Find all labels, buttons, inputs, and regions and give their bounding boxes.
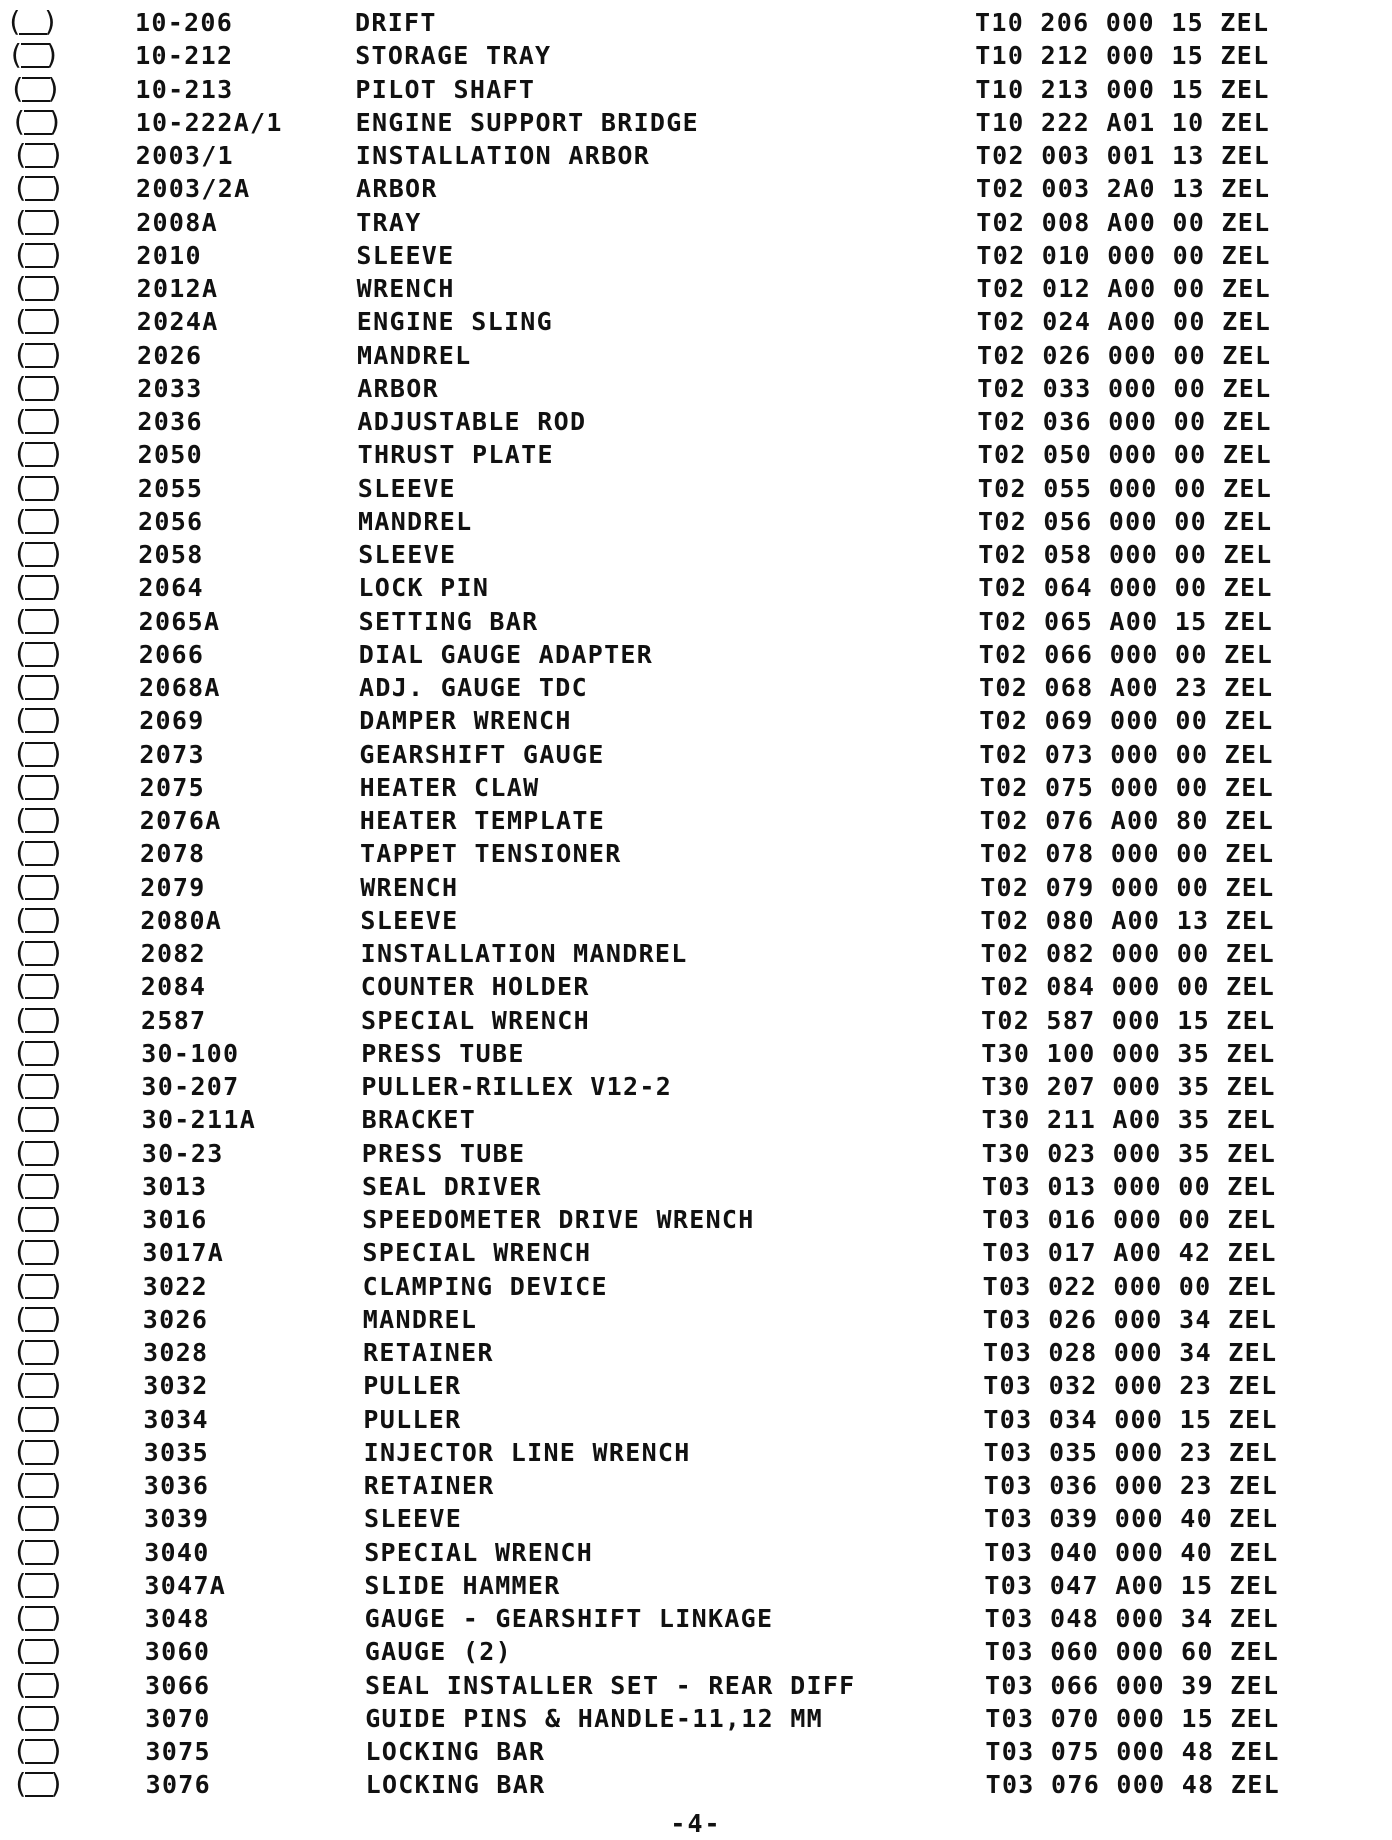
- tool-number: 2075: [139, 772, 205, 802]
- tool-description: STORAGE TRAY: [355, 41, 552, 71]
- tool-description: MANDREL: [362, 1304, 478, 1334]
- tool-number: 3034: [143, 1404, 209, 1434]
- tool-number: 2036: [137, 407, 203, 436]
- tool-row: [0, 1768, 1392, 1801]
- tool-number: 3039: [144, 1504, 210, 1534]
- tool-description: ENGINE SLING: [356, 307, 554, 337]
- tool-code: T02 003 001 13 ZEL: [975, 141, 1271, 170]
- tool-row: [0, 1536, 1392, 1569]
- checkbox-blank[interactable]: ( ): [12, 437, 66, 471]
- tool-number: 10-206: [135, 8, 234, 37]
- tool-number: 3066: [145, 1670, 211, 1700]
- tool-code: T02 073 000 00 ZEL: [979, 739, 1274, 769]
- tool-number: 2065A: [138, 606, 221, 636]
- tool-description: SPECIAL WRENCH: [364, 1537, 594, 1567]
- tool-row: [0, 272, 1392, 305]
- tool-code: T30 023 000 35 ZEL: [981, 1138, 1277, 1168]
- tool-number: 2078: [140, 839, 206, 869]
- tool-row: [0, 438, 1392, 471]
- tool-row: [0, 771, 1392, 804]
- tool-number: 2068A: [139, 673, 221, 702]
- checkbox-blank[interactable]: ( ): [12, 603, 66, 637]
- tool-number: 2080A: [140, 905, 223, 935]
- tool-code: T03 075 000 48 ZEL: [985, 1737, 1280, 1766]
- tool-number: 2026: [137, 340, 203, 370]
- tool-description: GUIDE PINS & HANDLE-11,12 MM: [365, 1703, 824, 1733]
- tool-description: ARBOR: [357, 373, 439, 403]
- checkbox-blank[interactable]: ( ): [12, 1035, 66, 1069]
- checkbox-blank[interactable]: ( ): [12, 1501, 66, 1535]
- checkbox-blank[interactable]: ( ): [12, 636, 66, 670]
- tool-code: T03 032 000 23 ZEL: [983, 1371, 1278, 1401]
- tool-description: INSTALLATION ARBOR: [355, 141, 651, 170]
- tool-number: 3013: [142, 1171, 208, 1201]
- tool-row: [0, 1170, 1392, 1203]
- tool-code: T02 075 000 00 ZEL: [979, 772, 1274, 802]
- checkbox-blank[interactable]: ( ): [12, 803, 66, 836]
- tool-description: ARBOR: [356, 174, 438, 204]
- tool-number: 3076: [145, 1770, 211, 1800]
- checkbox-blank[interactable]: ( ): [12, 1601, 66, 1634]
- tool-description: SLEEVE: [358, 540, 457, 569]
- tool-code: T03 070 000 15 ZEL: [985, 1703, 1280, 1733]
- tool-code: T02 076 A00 80 ZEL: [979, 806, 1275, 835]
- checkbox-blank[interactable]: ( ): [12, 1235, 66, 1269]
- checkbox-blank[interactable]: ( ): [12, 1268, 66, 1302]
- checkbox-blank[interactable]: ( ): [12, 1135, 66, 1169]
- tool-row: [0, 970, 1392, 1003]
- checkbox-blank[interactable]: ( ): [12, 537, 66, 570]
- tool-number: 3016: [142, 1205, 208, 1234]
- tool-description: SPECIAL WRENCH: [362, 1238, 592, 1268]
- tool-row: [0, 871, 1392, 904]
- tool-code: T02 587 000 15 ZEL: [981, 1005, 1276, 1035]
- tool-row: [0, 1735, 1392, 1768]
- tool-description: GEARSHIFT GAUGE: [359, 739, 605, 769]
- checkbox-blank[interactable]: ( ): [12, 1102, 66, 1136]
- tool-row: [0, 106, 1392, 139]
- tool-code: T03 035 000 23 ZEL: [983, 1437, 1278, 1467]
- checkbox-blank[interactable]: ( ): [12, 1202, 66, 1235]
- tool-number: 3022: [142, 1271, 208, 1301]
- tool-number: 3060: [144, 1637, 211, 1667]
- page-number: -4-: [670, 1809, 722, 1838]
- checkbox-blank[interactable]: ( ): [12, 570, 66, 604]
- checkbox-blank[interactable]: ( ): [12, 969, 66, 1003]
- tool-code: T02 082 000 00 ZEL: [980, 939, 1275, 968]
- checkbox-blank[interactable]: ( ): [12, 836, 66, 870]
- tool-description: ADJUSTABLE ROD: [357, 407, 587, 436]
- tool-number: 2069: [139, 706, 205, 736]
- tool-description: SLEEVE: [356, 240, 455, 270]
- tool-number: 2010: [136, 240, 202, 270]
- tool-code: T03 039 000 40 ZEL: [984, 1504, 1279, 1534]
- tool-description: SLEEVE: [364, 1504, 463, 1534]
- tool-code: T30 211 A00 35 ZEL: [981, 1105, 1276, 1135]
- tool-code: T02 058 000 00 ZEL: [978, 540, 1273, 569]
- checkbox-blank[interactable]: ( ): [12, 1368, 66, 1402]
- tool-number: 2084: [140, 972, 207, 1002]
- tool-number: 2076A: [139, 806, 222, 835]
- tool-code: T03 022 000 00 ZEL: [982, 1271, 1277, 1301]
- tool-code: T03 016 000 00 ZEL: [982, 1205, 1277, 1234]
- tool-description: PULLER: [363, 1371, 462, 1401]
- tool-description: COUNTER HOLDER: [360, 972, 590, 1002]
- tool-code: T03 017 A00 42 ZEL: [982, 1238, 1277, 1268]
- tool-code: T02 080 A00 13 ZEL: [980, 905, 1275, 935]
- tool-number: 2079: [140, 872, 206, 902]
- checkbox-blank[interactable]: ( ): [12, 1335, 66, 1368]
- tool-number: 2064: [138, 573, 204, 603]
- tool-description: RETAINER: [363, 1471, 495, 1500]
- tool-row: [0, 372, 1392, 405]
- tool-row: [0, 1502, 1392, 1535]
- tool-row: [0, 605, 1392, 638]
- checkbox-blank[interactable]: ( ): [12, 1069, 66, 1102]
- tool-number: 2056: [138, 506, 204, 536]
- tool-description: TRAY: [356, 207, 422, 237]
- tool-number: 2012A: [136, 274, 219, 303]
- checkbox-blank[interactable]: ( ): [12, 1301, 66, 1335]
- tool-number: 30-23: [141, 1138, 224, 1168]
- tool-number: 2008A: [136, 207, 218, 237]
- tool-code: T10 222 A01 10 ZEL: [975, 107, 1270, 137]
- tool-number: 2082: [140, 939, 206, 968]
- tool-row: [0, 1602, 1392, 1635]
- tool-number: 30-100: [141, 1038, 240, 1068]
- tool-number: 2050: [137, 440, 203, 470]
- checkbox-blank[interactable]: ( ): [12, 271, 66, 304]
- tool-code: T03 060 000 60 ZEL: [984, 1637, 1280, 1667]
- tool-description: SEAL INSTALLER SET - REAR DIFF: [365, 1670, 856, 1700]
- tool-row: [0, 6, 1392, 39]
- tool-description: PILOT SHAFT: [355, 74, 536, 104]
- tool-code: T02 055 000 00 ZEL: [977, 473, 1273, 503]
- tool-row: [0, 1270, 1392, 1303]
- tool-description: GAUGE - GEARSHIFT LINKAGE: [364, 1604, 774, 1633]
- tool-code: T02 079 000 00 ZEL: [980, 872, 1275, 902]
- tool-number: 3070: [145, 1703, 211, 1733]
- tool-row: [0, 305, 1392, 338]
- tool-code: T10 213 000 15 ZEL: [975, 74, 1270, 104]
- tool-code: T02 003 2A0 13 ZEL: [976, 174, 1271, 204]
- tool-number: 30-211A: [141, 1105, 257, 1135]
- tool-description: SLIDE HAMMER: [364, 1570, 561, 1600]
- checkbox-blank[interactable]: ( ): [12, 470, 66, 504]
- tool-code: T02 064 000 00 ZEL: [978, 573, 1273, 603]
- checkbox-blank[interactable]: ( ): [12, 1534, 66, 1568]
- tool-row: [0, 505, 1392, 538]
- tool-code: T03 028 000 34 ZEL: [983, 1338, 1278, 1367]
- tool-code: T10 212 000 15 ZEL: [975, 41, 1270, 71]
- tool-row: [0, 405, 1392, 438]
- tool-row: [0, 239, 1392, 272]
- tool-description: LOCK PIN: [358, 573, 490, 603]
- tool-code: T02 008 A00 00 ZEL: [976, 207, 1271, 237]
- tool-code: T30 207 000 35 ZEL: [981, 1072, 1276, 1101]
- tool-number: 2003/2A: [136, 174, 251, 204]
- tool-row: [0, 837, 1392, 870]
- tool-row: [0, 538, 1392, 571]
- tool-code: T03 048 000 34 ZEL: [984, 1604, 1279, 1633]
- tool-description: DRIFT: [355, 8, 437, 37]
- tool-row: [0, 1070, 1392, 1103]
- tool-description: RETAINER: [363, 1338, 494, 1367]
- checkbox-blank[interactable]: ( ): [12, 1567, 66, 1601]
- tool-row: [0, 1303, 1392, 1336]
- tool-code: T02 033 000 00 ZEL: [977, 373, 1272, 403]
- tool-description: DAMPER WRENCH: [359, 706, 572, 736]
- tool-number: 3026: [142, 1304, 209, 1334]
- tool-number: 10-213: [135, 74, 234, 104]
- tool-code: T02 069 000 00 ZEL: [979, 706, 1274, 736]
- tool-number: 3028: [143, 1338, 209, 1367]
- checkbox-blank[interactable]: ( ): [12, 237, 66, 271]
- tool-number: 2024A: [136, 307, 219, 337]
- tool-row: [0, 1203, 1392, 1236]
- checkbox-blank[interactable]: ( ): [12, 370, 66, 404]
- tool-number: 2066: [138, 639, 205, 669]
- tool-row: [0, 1702, 1392, 1735]
- tool-row: [0, 638, 1392, 671]
- tool-number: 3032: [143, 1371, 209, 1401]
- tool-code: T03 013 000 00 ZEL: [982, 1171, 1277, 1201]
- tool-number: 3036: [143, 1471, 210, 1500]
- checkbox-blank[interactable]: ( ): [12, 138, 66, 171]
- checkbox-blank[interactable]: ( ): [12, 1700, 66, 1734]
- checkbox-blank[interactable]: ( ): [6, 5, 60, 38]
- tool-code: T02 010 000 00 ZEL: [976, 240, 1271, 270]
- tool-description: GAUGE (2): [364, 1637, 512, 1667]
- tool-number: 3017A: [142, 1238, 225, 1268]
- tool-description: PULLER: [363, 1404, 462, 1434]
- tool-row: [0, 704, 1392, 737]
- tool-row: [0, 904, 1392, 937]
- tool-description: PULLER-RILLEX V12-2: [361, 1072, 673, 1101]
- tool-row: [0, 1037, 1392, 1070]
- checkbox-blank[interactable]: ( ): [12, 670, 66, 703]
- tool-row: [0, 738, 1392, 771]
- tool-code: T03 036 000 23 ZEL: [983, 1471, 1279, 1500]
- tool-description: WRENCH: [360, 872, 459, 902]
- checkbox-blank[interactable]: ( ): [12, 1434, 66, 1468]
- tool-row: [0, 1569, 1392, 1602]
- tool-description: INJECTOR LINE WRENCH: [363, 1437, 691, 1467]
- tool-description: INSTALLATION MANDREL: [360, 939, 688, 968]
- checkbox-blank[interactable]: ( ): [12, 1734, 66, 1767]
- tool-description: SPECIAL WRENCH: [361, 1005, 590, 1035]
- tool-row: [0, 1369, 1392, 1402]
- checkbox-blank[interactable]: ( ): [12, 1667, 66, 1701]
- tool-code: T02 066 000 00 ZEL: [978, 639, 1274, 669]
- tool-row: [0, 937, 1392, 970]
- checkbox-blank[interactable]: ( ): [12, 171, 66, 205]
- tool-row: [0, 339, 1392, 372]
- tool-code: T03 026 000 34 ZEL: [982, 1304, 1278, 1334]
- tool-code: T02 078 000 00 ZEL: [980, 839, 1275, 869]
- tool-description: TAPPET TENSIONER: [360, 839, 622, 869]
- tool-code: T02 026 000 00 ZEL: [977, 340, 1272, 370]
- tool-description: HEATER CLAW: [359, 772, 540, 802]
- tool-description: LOCKING BAR: [365, 1770, 546, 1800]
- tool-number: 2033: [137, 373, 203, 403]
- tool-number: 3048: [144, 1604, 210, 1633]
- tool-description: LOCKING BAR: [365, 1737, 546, 1766]
- tool-number: 3035: [143, 1437, 209, 1467]
- tool-description: SPEEDOMETER DRIVE WRENCH: [362, 1205, 755, 1234]
- tool-number: 3075: [145, 1737, 211, 1766]
- checkbox-blank[interactable]: ( ): [12, 769, 66, 803]
- tool-description: PRESS TUBE: [361, 1138, 526, 1168]
- checkbox-blank[interactable]: ( ): [12, 703, 66, 737]
- tool-description: PRESS TUBE: [361, 1038, 525, 1068]
- tool-number: 2587: [141, 1005, 207, 1035]
- tool-row: [0, 1236, 1392, 1269]
- tool-code: T02 068 A00 23 ZEL: [979, 673, 1274, 702]
- checkbox-blank[interactable]: ( ): [12, 337, 66, 371]
- tool-description: CLAMPING DEVICE: [362, 1271, 608, 1301]
- checkbox-blank[interactable]: ( ): [12, 1002, 66, 1036]
- tool-description: DIAL GAUGE ADAPTER: [358, 639, 654, 669]
- tool-number: 2003/1: [135, 141, 234, 170]
- checkbox-blank[interactable]: ( ): [12, 404, 66, 437]
- tool-description: ADJ. GAUGE TDC: [359, 673, 588, 702]
- checkbox-blank[interactable]: ( ): [10, 104, 65, 138]
- tool-code: T03 076 000 48 ZEL: [985, 1770, 1280, 1800]
- tool-description: MANDREL: [358, 506, 473, 536]
- tool-code: T02 024 A00 00 ZEL: [976, 307, 1272, 337]
- tool-code: T02 056 000 00 ZEL: [978, 506, 1273, 536]
- tool-row: [0, 1635, 1392, 1668]
- tool-description: SLEEVE: [360, 905, 459, 935]
- tool-number: 3040: [144, 1537, 210, 1567]
- checkbox-blank[interactable]: ( ): [12, 1168, 66, 1202]
- tool-row: [0, 1004, 1392, 1037]
- tool-description: HEATER TEMPLATE: [359, 806, 606, 835]
- tool-number: 3047A: [144, 1570, 227, 1600]
- tool-row: [0, 39, 1392, 72]
- tool-description: ENGINE SUPPORT BRIDGE: [355, 107, 699, 137]
- tool-row: [0, 1103, 1392, 1136]
- tool-code: T03 034 000 15 ZEL: [983, 1404, 1278, 1434]
- tool-number: 30-207: [141, 1072, 240, 1101]
- checkbox-blank[interactable]: ( ): [12, 204, 66, 238]
- checkbox-blank[interactable]: ( ): [9, 71, 63, 105]
- checkbox-blank[interactable]: ( ): [12, 736, 66, 770]
- checkbox-blank[interactable]: ( ): [12, 1401, 66, 1435]
- tool-row: [0, 1336, 1392, 1369]
- tool-row: [0, 804, 1392, 837]
- tool-row: [0, 1669, 1392, 1702]
- tool-row: [0, 172, 1392, 205]
- tool-code: T02 036 000 00 ZEL: [977, 407, 1272, 436]
- tool-code: T03 066 000 39 ZEL: [985, 1670, 1280, 1700]
- tool-number: 10-222A/1: [135, 107, 283, 137]
- checkbox-blank[interactable]: ( ): [12, 936, 66, 969]
- checkbox-blank[interactable]: ( ): [12, 304, 66, 338]
- tool-code: T02 084 000 00 ZEL: [980, 972, 1276, 1002]
- checkbox-blank[interactable]: ( ): [12, 503, 66, 537]
- tool-row: [0, 1436, 1392, 1469]
- checkbox-blank[interactable]: ( ): [12, 869, 66, 903]
- tool-row: [0, 206, 1392, 239]
- tool-description: BRACKET: [361, 1105, 477, 1135]
- tool-row: [0, 1469, 1392, 1502]
- tool-number: 2055: [137, 473, 204, 503]
- tool-row: [0, 1137, 1392, 1170]
- tool-code: T10 206 000 15 ZEL: [975, 8, 1270, 37]
- tool-code: T02 012 A00 00 ZEL: [976, 274, 1271, 303]
- tool-row: [0, 671, 1392, 704]
- tool-row: [0, 571, 1392, 604]
- tool-row: [0, 139, 1392, 172]
- tool-number: 2058: [138, 540, 204, 569]
- checkbox-blank[interactable]: ( ): [12, 1468, 66, 1501]
- tool-description: SETTING BAR: [358, 606, 539, 636]
- tool-number: 2073: [139, 739, 205, 769]
- tool-row: [0, 472, 1392, 505]
- tool-code: T02 065 A00 15 ZEL: [978, 606, 1273, 636]
- tool-description: THRUST PLATE: [357, 440, 554, 470]
- checkbox-blank[interactable]: ( ): [12, 1767, 66, 1801]
- tool-code: T03 040 000 40 ZEL: [984, 1537, 1279, 1567]
- tool-description: MANDREL: [357, 340, 472, 370]
- tool-code: T30 100 000 35 ZEL: [981, 1038, 1276, 1068]
- tool-code: T02 050 000 00 ZEL: [977, 440, 1272, 470]
- tool-description: SLEEVE: [357, 473, 456, 503]
- tool-row: [0, 73, 1392, 106]
- checkbox-blank[interactable]: ( ): [7, 38, 62, 72]
- tool-description: WRENCH: [356, 274, 455, 303]
- checkbox-blank[interactable]: ( ): [12, 902, 66, 936]
- tool-code: T03 047 A00 15 ZEL: [984, 1570, 1279, 1600]
- tool-row: [0, 1403, 1392, 1436]
- tool-description: SEAL DRIVER: [362, 1171, 542, 1201]
- checkbox-blank[interactable]: ( ): [12, 1634, 66, 1668]
- tool-number: 10-212: [135, 41, 234, 71]
